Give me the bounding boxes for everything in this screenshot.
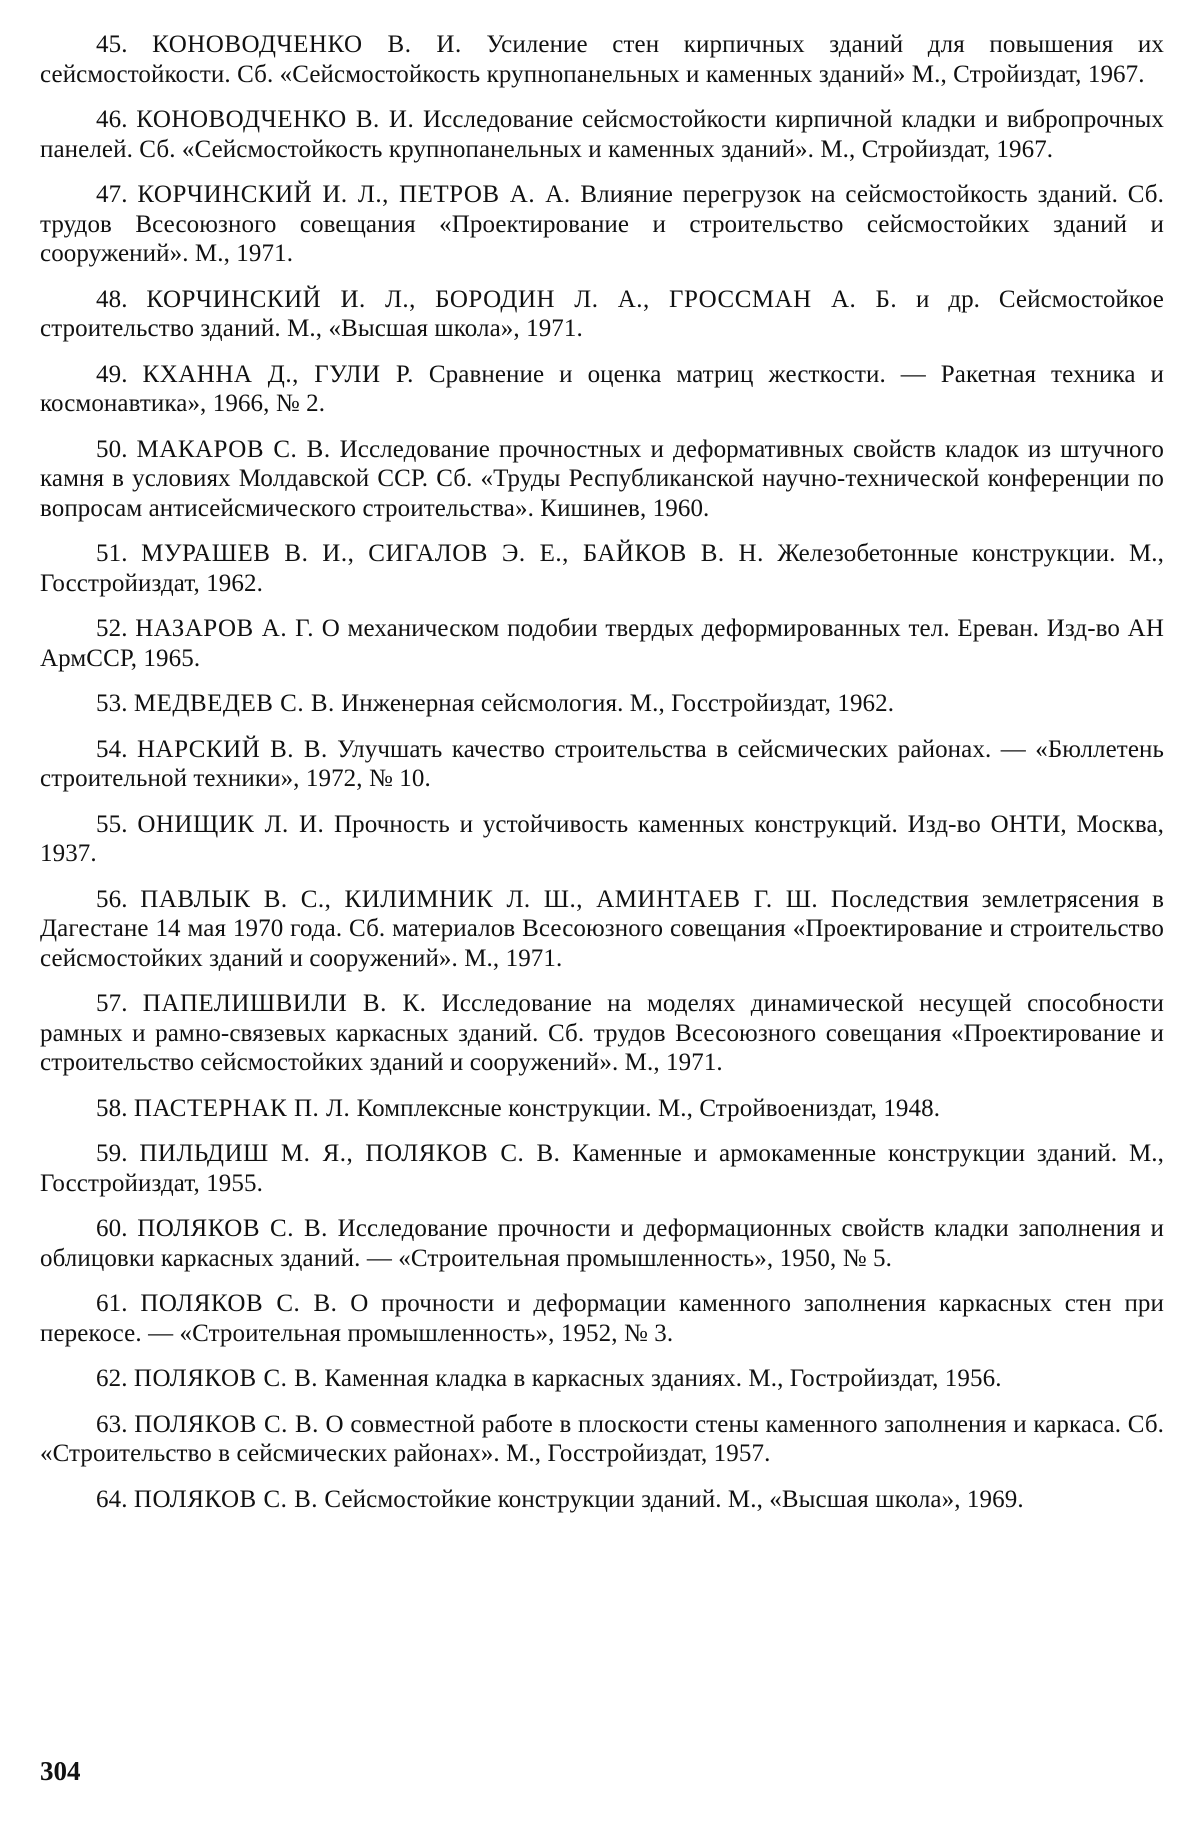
reference-text: Инженерная сейсмология. М., Госстройиздат, 1962. xyxy=(341,690,895,717)
reference-author: НАЗАРОВ А. Г. xyxy=(135,615,315,642)
reference-text: Усиление стен кирпичных зданий для повышения их сейсмостойкости. Сб. «Сейсмостойкость крупнопанельных и каменных зданий» М., Стройиздат, 1967. xyxy=(40,31,1164,88)
reference-number: 55. xyxy=(96,810,128,838)
reference-text: Железобетонные конструкции. М., Госстройиздат, 1962. xyxy=(40,540,1164,597)
reference-text: Исследование сейсмостойкости кирпичной кладки и вибропрочных панелей. Сб. «Сейсмостойкость крупнопанельных и каменных зданий». М., Стройиздат, 1967. xyxy=(40,106,1164,163)
reference-author: ПОЛЯКОВ С. В. xyxy=(134,1410,319,1438)
reference-text: Каменные и армокаменные конструкции зданий. М., Госстройиздат, 1955. xyxy=(40,1140,1164,1197)
reference-author: ПАСТЕРНАК П. Л. xyxy=(133,1094,351,1122)
reference-number: 56. xyxy=(96,885,128,913)
reference-item xyxy=(40,435,1164,524)
reference-author: НАРСКИЙ В. В. xyxy=(136,735,328,763)
reference-text: О совместной работе в плоскости стены каменного заполнения и каркаса. Сб. «Строительство в сейсмических районах». М., Госстройиздат, 1957. xyxy=(40,1410,1164,1467)
reference-number: 49. xyxy=(96,360,128,388)
reference-text: Комплексные конструкции. М., Стройвоениздат, 1948. xyxy=(356,1094,941,1122)
reference-text: Последствия землетрясения в Дагестане 14 мая 1970 года. Сб. материалов Всесоюзного совещания «Проектирование и строительство сейсмостойких зданий и сооружений». М., 1971. xyxy=(40,885,1164,972)
reference-author: КОНОВОДЧЕНКО В. И. xyxy=(152,31,462,58)
reference-number: 50. xyxy=(96,435,128,463)
reference-author: МАКАРОВ С. В. xyxy=(136,435,331,463)
reference-item xyxy=(40,614,1164,673)
reference-author: ПИЛЬДИШ М. Я., ПОЛЯКОВ С. В. xyxy=(139,1140,561,1167)
reference-text: Улучшать качество строительства в сейсмических районах. — «Бюллетень строительной техники», 1972, № 10. xyxy=(40,735,1164,792)
reference-item xyxy=(40,1139,1164,1198)
reference-number: 59. xyxy=(96,1140,128,1167)
reference-text: Исследование на моделях динамической несущей способности рамных и рамно-связевых каркасных зданий. Сб. трудов Всесоюзного совещания «Проектирование и строительство сейсмостойких зданий и сооружений». М., 1971. xyxy=(40,990,1165,1076)
reference-author: КОНОВОДЧЕНКО В. И. xyxy=(136,106,415,133)
reference-item xyxy=(40,285,1164,344)
reference-text: Исследование прочности и деформационных свойств кладки заполнения и облицовки каркасных зданий. — «Строительная промышленность», 1950, № 5. xyxy=(40,1215,1165,1272)
reference-item xyxy=(40,539,1164,598)
reference-item xyxy=(40,1094,1164,1124)
reference-item xyxy=(40,1214,1164,1273)
reference-list xyxy=(40,30,1164,1514)
reference-item xyxy=(40,180,1164,269)
reference-item xyxy=(40,1289,1164,1348)
reference-item xyxy=(40,105,1164,164)
reference-item xyxy=(40,735,1164,794)
reference-item xyxy=(40,30,1164,89)
reference-number: 48. xyxy=(96,285,128,313)
reference-number: 64. xyxy=(96,1485,128,1513)
reference-author: ПОЛЯКОВ С. В. xyxy=(133,1485,319,1513)
reference-item xyxy=(40,1485,1164,1515)
reference-author: ПАПЕЛИШВИЛИ В. К. xyxy=(142,990,427,1017)
reference-number: 57. xyxy=(96,990,128,1017)
reference-number: 52. xyxy=(96,615,128,642)
reference-author: КОРЧИНСКИЙ И. Л., ПЕТРОВ А. А. xyxy=(137,181,571,208)
reference-text: Исследование прочностных и деформативных свойств кладок из штучного камня в условиях Молдавской ССР. Сб. «Труды Республиканской научно-технической конференции по вопросам антисейсмического строительства». Кишинев, 1960. xyxy=(40,435,1164,522)
reference-number: 47. xyxy=(96,181,128,208)
reference-item xyxy=(40,810,1164,869)
reference-text: Влияние перегрузок на сейсмостойкость зданий. Сб. трудов Всесоюзного совещания «Проектирование и строительство сейсмостойких зданий и сооружений». М., 1971. xyxy=(40,181,1164,267)
reference-number: 53. xyxy=(96,690,128,717)
reference-number: 60. xyxy=(96,1215,128,1242)
reference-author: КХАННА Д., ГУЛИ Р. xyxy=(142,360,414,388)
reference-item xyxy=(40,689,1164,719)
reference-text: Сейсмостойкие конструкции зданий. М., «Высшая школа», 1969. xyxy=(324,1485,1024,1513)
reference-text: О механическом подобии твердых деформированных тел. Ереван. Изд-во АН АрмССР, 1965. xyxy=(40,615,1164,672)
reference-author: МУРАШЕВ В. И., СИГАЛОВ Э. Е., БАЙКОВ В. Н. xyxy=(141,540,764,567)
reference-number: 45. xyxy=(96,31,128,58)
reference-text: Прочность и устойчивость каменных конструкций. Изд-во ОНТИ, Москва, 1937. xyxy=(40,810,1165,867)
reference-text: Каменная кладка в каркасных зданиях. М., Гостройиздат, 1956. xyxy=(324,1365,1002,1392)
reference-author: ПОЛЯКОВ С. В. xyxy=(137,1215,328,1242)
reference-number: 63. xyxy=(96,1410,128,1438)
reference-text: Сравнение и оценка матриц жесткости. — Ракетная техника и космонавтика», 1966, № 2. xyxy=(40,360,1164,417)
reference-author: ПАВЛЫК В. С., КИЛИМНИК Л. Ш., АМИНТАЕВ Г. Ш. xyxy=(140,885,819,913)
bibliography-page xyxy=(40,30,1164,1530)
reference-item xyxy=(40,1410,1164,1469)
reference-number: 61. xyxy=(96,1290,128,1317)
reference-number: 54. xyxy=(96,735,128,763)
reference-item xyxy=(40,360,1164,419)
reference-number: 46. xyxy=(96,106,128,133)
reference-author: ПОЛЯКОВ С. В. xyxy=(140,1290,338,1317)
reference-item xyxy=(40,1364,1164,1394)
reference-number: 51. xyxy=(96,540,128,567)
reference-text: О прочности и деформации каменного заполнения каркасных стен при перекосе. — «Строительная промышленность», 1952, № 3. xyxy=(40,1290,1165,1347)
reference-number: 62. xyxy=(96,1365,128,1392)
reference-number: 58. xyxy=(96,1094,128,1122)
reference-author: ОНИЩИК Л. И. xyxy=(137,810,325,838)
reference-author: КОРЧИНСКИЙ И. Л., БОРОДИН Л. А., ГРОССМАН А. Б. xyxy=(146,285,898,313)
reference-author: МЕДВЕДЕВ С. В. xyxy=(133,690,335,717)
reference-item xyxy=(40,989,1164,1078)
reference-item xyxy=(40,885,1164,974)
reference-author: ПОЛЯКОВ С. В. xyxy=(133,1365,319,1392)
page-number: 304 xyxy=(40,1756,81,1786)
reference-text: и др. Сейсмостойкое строительство зданий. М., «Высшая школа», 1971. xyxy=(40,285,1164,342)
